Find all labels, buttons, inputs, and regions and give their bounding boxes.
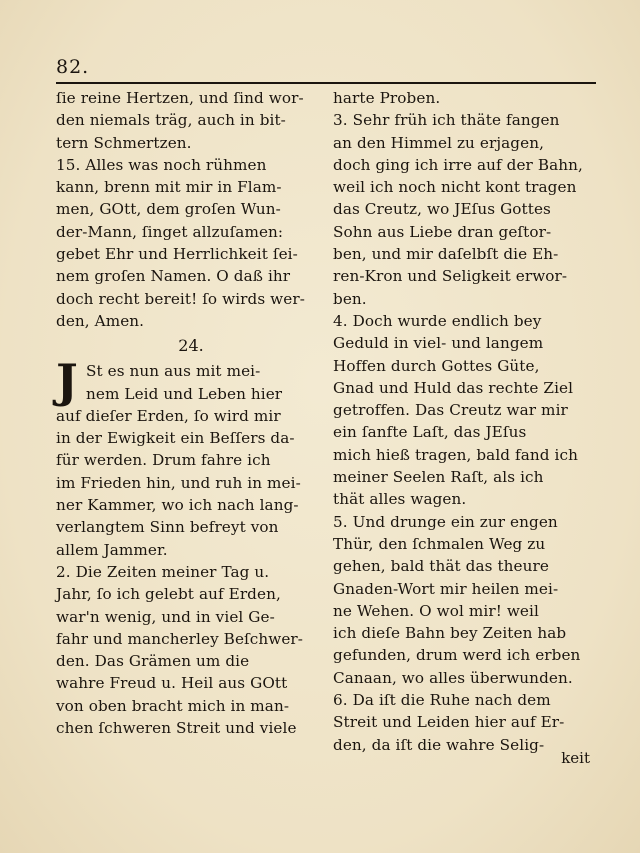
text-line: nem Leid und Leben hier bbox=[86, 384, 283, 403]
catchword: keit bbox=[561, 749, 590, 767]
text-line: Canaan, wo alles überwunden. bbox=[333, 668, 573, 687]
text-line: 3. Sehr früh ich thäte fangen bbox=[333, 111, 560, 130]
text-line: im Frieden hin, und ruh in mei- bbox=[56, 473, 301, 492]
text-line: der-Mann, ſinget allzuſamen: bbox=[56, 222, 284, 241]
text-line: gebet Ehr und Herrlichkeit ſei- bbox=[56, 245, 298, 264]
text-line: meiner Seelen Raſt, als ich bbox=[333, 468, 544, 487]
text-line: auf dieſer Erden, ſo wird mir bbox=[56, 406, 281, 425]
text-line: thät alles wagen. bbox=[333, 490, 467, 509]
continuation-text bbox=[56, 87, 326, 154]
text-line: Gnad und Huld das rechte Ziel bbox=[333, 378, 574, 397]
text-line: ner Kammer, wo ich nach lang- bbox=[56, 496, 299, 515]
text-line: das Creutz, wo JEſus Gottes bbox=[333, 200, 551, 219]
text-line: Gnaden-Wort mir heilen mei- bbox=[333, 579, 559, 598]
text-line: doch ging ich irre auf der Bahn, bbox=[333, 155, 583, 174]
text-line: den, Amen. bbox=[56, 311, 145, 330]
text-line: Thür, den ſchmalen Weg zu bbox=[333, 534, 546, 553]
text-line: ſie reine Hertzen, und ſind wor- bbox=[56, 89, 304, 107]
verse-2 bbox=[56, 561, 326, 739]
text-line: Geduld in viel- und langem bbox=[333, 334, 544, 353]
text-line: den, da iſt die wahre Selig- bbox=[333, 735, 545, 754]
text-line: an den Himmel zu erjagen, bbox=[333, 133, 545, 152]
text-line: doch recht bereit! ſo wirds wer- bbox=[56, 289, 305, 308]
left-column bbox=[56, 87, 326, 739]
text-line: harte Proben. bbox=[333, 89, 441, 107]
text-line: fahr und mancherley Beſchwer- bbox=[56, 629, 304, 648]
text-line: allem Jammer. bbox=[56, 540, 168, 559]
text-line: ne Wehen. O wol mir! weil bbox=[333, 601, 539, 620]
text-line: mich hieß tragen, bald fand ich bbox=[333, 445, 578, 464]
text-line: den niemals träg, auch in bit- bbox=[56, 111, 286, 130]
text-line: 2. Die Zeiten meiner Tag u. bbox=[56, 562, 270, 581]
text-line: den. Das Grämen um die bbox=[56, 652, 250, 671]
text-line: war'n wenig, und in viel Ge- bbox=[56, 607, 275, 626]
text-line: für werden. Drum fahre ich bbox=[56, 451, 271, 470]
text-line: men, GOtt, dem groſen Wun- bbox=[56, 200, 281, 219]
text-line: tern Schmertzen. bbox=[56, 133, 192, 152]
text-line: von oben bracht mich in man- bbox=[56, 696, 290, 715]
text-line: 5. Und drunge ein zur engen bbox=[333, 512, 558, 531]
text-line: verlangtem Sinn befreyt von bbox=[56, 518, 279, 537]
drop-cap: J bbox=[56, 354, 78, 409]
text-line: St es nun aus mit mei- bbox=[86, 362, 261, 381]
text-line: Sohn aus Liebe dran geſtor- bbox=[333, 222, 552, 241]
text-line: ben, und mir daſelbſt die Eh- bbox=[333, 245, 559, 264]
text-line: gehen, bald thät das theure bbox=[333, 557, 549, 576]
text-line: chen ſchweren Streit und viele bbox=[56, 719, 297, 738]
text-line: gefunden, drum werd ich erben bbox=[333, 646, 581, 665]
text-line: ein ſanfte Laſt, das JEſus bbox=[333, 423, 527, 442]
text-line: 4. Doch wurde endlich bey bbox=[333, 311, 542, 330]
verse-15 bbox=[56, 154, 326, 332]
text-line: 6. Da iſt die Ruhe nach dem bbox=[333, 691, 551, 710]
text-line: Streit und Leiden hier auf Er- bbox=[333, 713, 565, 732]
text-line: Hoffen durch Gottes Güte, bbox=[333, 356, 540, 375]
text-line: ich dieſe Bahn bey Zeiten hab bbox=[333, 624, 567, 643]
right-column bbox=[333, 87, 603, 756]
verse-1 bbox=[56, 354, 326, 561]
text-line: Jahr, ſo ich gelebt auf Erden, bbox=[56, 585, 281, 604]
text-line: nem groſen Namen. O daß ihr bbox=[56, 267, 291, 286]
drop-cap-line bbox=[56, 383, 326, 405]
text-line: getroffen. Das Creutz war mir bbox=[333, 401, 568, 420]
text-line: wahre Freud u. Heil aus GOtt bbox=[56, 674, 288, 693]
text-line: in der Ewigkeit ein Beſſers da- bbox=[56, 429, 295, 448]
text-line: ben. bbox=[333, 289, 367, 308]
header-rule bbox=[56, 82, 596, 84]
text-line: weil ich noch nicht kont tragen bbox=[333, 178, 577, 197]
hymn-number: 24. bbox=[178, 336, 204, 356]
page-number: 82. bbox=[56, 56, 90, 78]
text-line: 15. Alles was noch rühmen bbox=[56, 155, 267, 174]
text-line: ren-Kron und Seligkeit erwor- bbox=[333, 267, 568, 286]
text-line: kann, brenn mit mir in Flam- bbox=[56, 178, 282, 197]
